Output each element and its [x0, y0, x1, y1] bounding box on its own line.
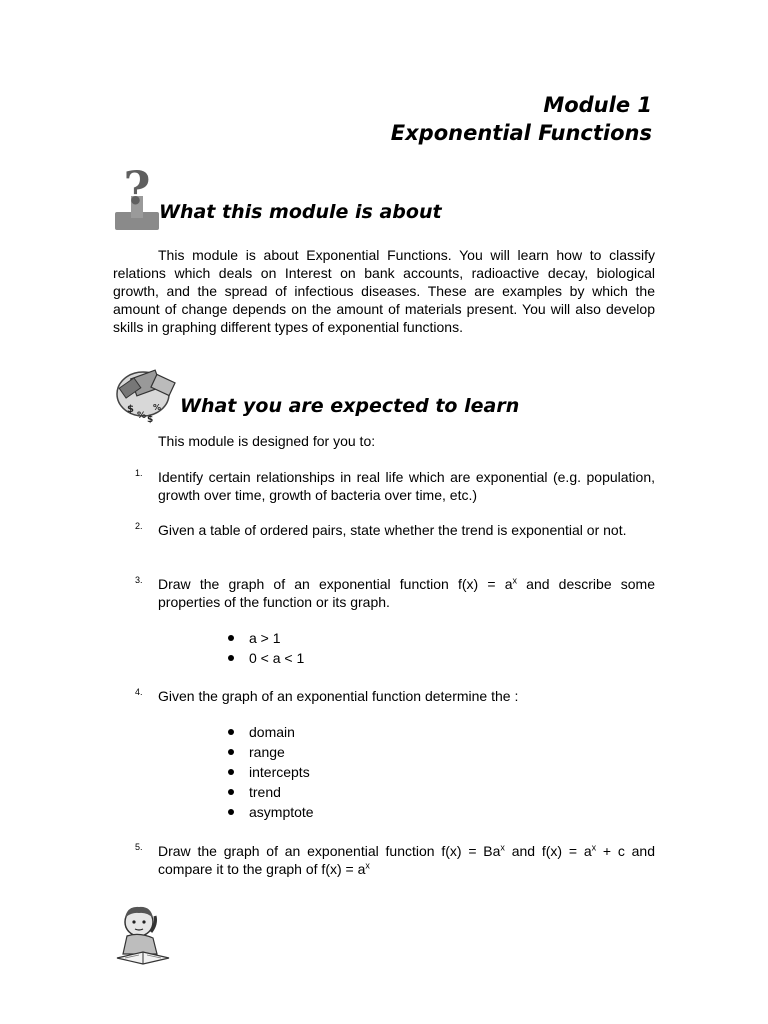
- item-5-text: Draw the graph of an exponential function $f(x) = Ba^x$ and $f(x) = a^x + c$ and compare it to the graph of $f(x) = a^x$: [158, 842, 656, 877]
- item-number: 4.: [135, 687, 143, 697]
- item-2-text: Given a table of ordered pairs, state whether the trend is exponential or not.: [158, 522, 627, 538]
- bullet-item: trend: [228, 782, 314, 802]
- svg-text:%: %: [153, 403, 162, 412]
- bullet-item: a > 1: [228, 628, 304, 648]
- svg-text:%: %: [137, 411, 147, 421]
- svg-text:$: $: [127, 404, 134, 415]
- item-4-bullets: [228, 722, 314, 822]
- item-1-text: Identify certain relationships in real life which are exponential (e.g. population, growth over time, growth of bacteria over time, etc.): [158, 469, 655, 503]
- item-number: 1.: [135, 468, 143, 478]
- item-3-text: Draw the graph of an exponential function $f(x) = a^x$ and describe some properties of the function or its graph.: [158, 575, 656, 610]
- learn-heading: What you are expected to learn: [180, 395, 520, 417]
- module-number: Module 1: [543, 93, 652, 117]
- svg-text:?: ?: [123, 162, 151, 215]
- module-title: Exponential Functions: [390, 121, 652, 145]
- item-number: 5.: [135, 842, 143, 852]
- item-number: 3.: [135, 575, 143, 585]
- item-3-bullets: [228, 628, 304, 668]
- about-heading: What this module is about: [159, 201, 442, 223]
- bullet-item: domain: [228, 722, 314, 742]
- learn-intro: This module is designed for you to:: [158, 433, 376, 449]
- svg-text:$: $: [147, 415, 154, 425]
- bullet-item: asymptote: [228, 802, 314, 822]
- student-reading-icon: [113, 902, 173, 968]
- item-number: 2.: [135, 521, 143, 531]
- about-paragraph: This module is about Exponential Functions. You will learn how to classify relations which deals on Interest on bank accounts, radioactive decay, biological growth, and the spread of infectious diseases. These are examples by which the amount of change depends on the amount of materials present. You will also develop skills in graphing different types of exponential functions.: [113, 247, 655, 335]
- bullet-item: intercepts: [228, 762, 314, 782]
- item-4-text: Given the graph of an exponential function determine the :: [158, 688, 519, 704]
- bullet-item: 0 < a < 1: [228, 648, 304, 668]
- money-calculator-icon: [113, 368, 183, 426]
- bullet-item: range: [228, 742, 314, 762]
- question-mark-icon: [113, 162, 161, 234]
